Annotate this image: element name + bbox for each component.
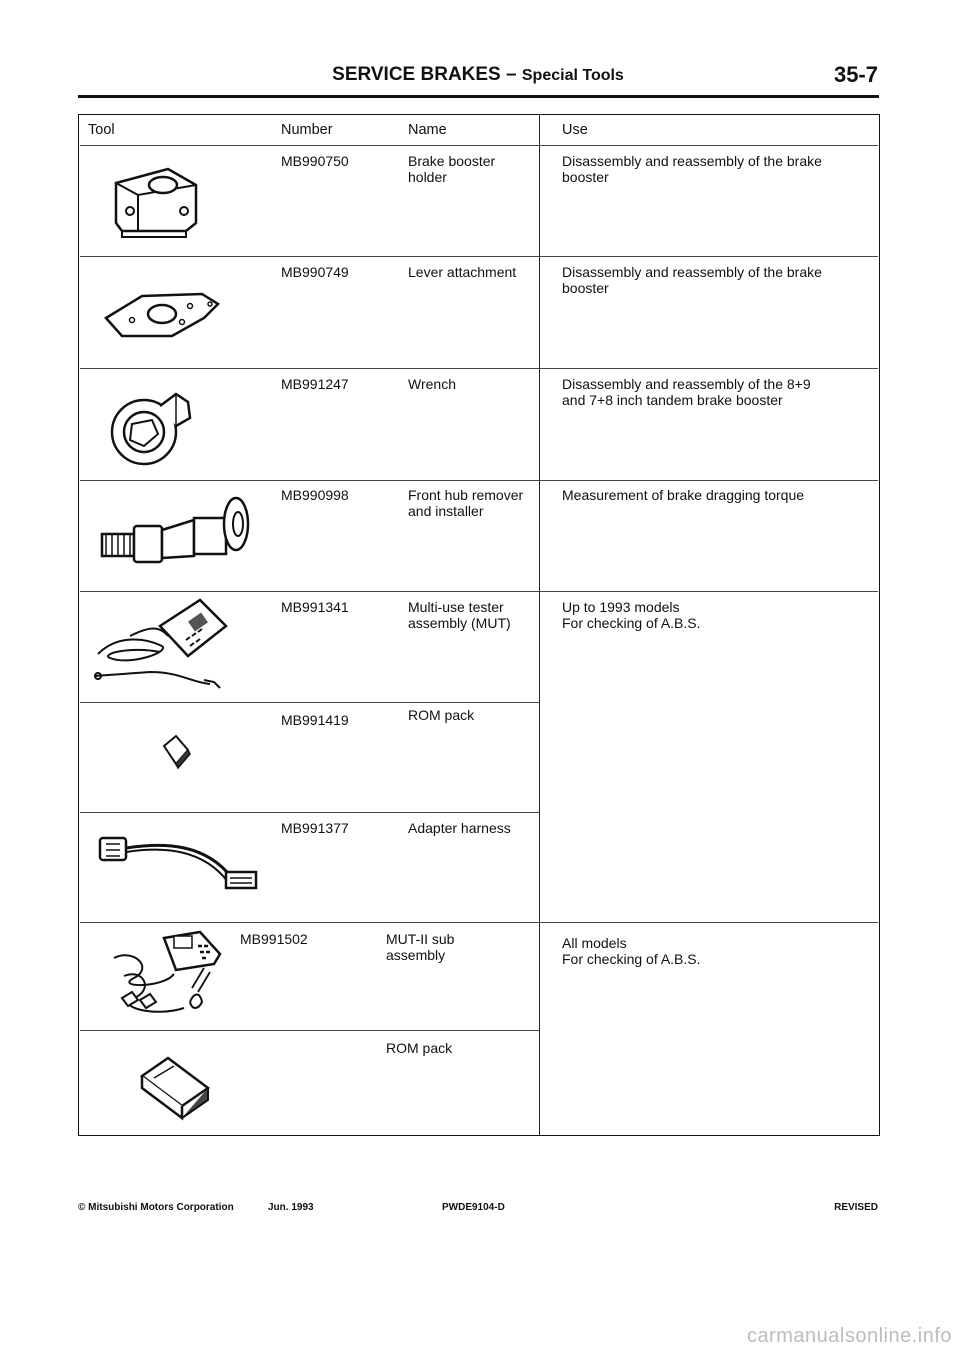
tool-name-line: Brake booster <box>408 153 496 169</box>
row-separator <box>80 702 539 703</box>
column-divider <box>539 114 540 1136</box>
tool-name <box>386 931 454 963</box>
rom-pack-ii-illustration <box>138 1054 212 1124</box>
title-sub: Special Tools <box>521 67 624 84</box>
header-number: Number <box>281 122 333 138</box>
tool-number: MB991419 <box>281 712 349 728</box>
tool-number: MB990749 <box>281 264 349 280</box>
row-separator <box>80 145 878 146</box>
tool-use-line: All models <box>562 935 627 951</box>
footer-status: REVISED <box>834 1202 878 1213</box>
row-separator <box>80 480 878 481</box>
tool-number: MB991247 <box>281 376 349 392</box>
row-separator <box>80 256 878 257</box>
tool-name <box>408 820 511 836</box>
tool-name-line: assembly <box>386 947 446 963</box>
footer-code: PWDE9104-D <box>442 1202 505 1213</box>
rom-pack-illustration <box>160 734 192 770</box>
adapter-harness-illustration <box>96 832 266 894</box>
row-separator <box>80 1030 539 1031</box>
footer-date: Jun. 1993 <box>268 1202 314 1213</box>
page-header <box>78 64 878 94</box>
tool-use-line: Up to 1993 models <box>562 599 680 615</box>
row-separator <box>80 922 878 923</box>
tool-name-line: holder <box>408 169 447 185</box>
footer-copyright: © Mitsubishi Motors Corporation <box>78 1202 234 1213</box>
tool-name <box>408 376 456 392</box>
tool-use <box>562 376 811 408</box>
tool-name <box>408 264 516 280</box>
row-separator <box>80 368 878 369</box>
group-use <box>562 935 701 967</box>
tool-name-line: Wrench <box>408 376 456 392</box>
header-name: Name <box>408 122 447 138</box>
tool-name-line: MUT-II sub <box>386 931 455 947</box>
wrench-illustration <box>104 384 204 474</box>
header-rule <box>78 95 879 98</box>
multi-use-tester-illustration <box>90 596 240 691</box>
tool-name-line: ROM pack <box>408 707 475 723</box>
row-separator <box>80 812 539 813</box>
tool-name <box>408 707 474 723</box>
header-use: Use <box>562 122 588 138</box>
tool-name <box>408 153 495 185</box>
tool-use-line: Disassembly and reassembly of the brake <box>562 264 822 280</box>
tool-name <box>386 1040 452 1056</box>
tool-use-line: and 7+8 inch tandem brake booster <box>562 392 783 408</box>
tool-use-line: booster <box>562 280 609 296</box>
tool-name <box>408 487 523 519</box>
tool-use <box>562 153 822 185</box>
tool-name-line: Lever attachment <box>408 264 517 280</box>
page-number: 35-7 <box>833 62 878 87</box>
tool-use-line: For checking of A.B.S. <box>562 615 701 631</box>
tool-number: MB990750 <box>281 153 349 169</box>
tool-use <box>562 487 804 503</box>
tool-name-line: Adapter harness <box>408 820 511 836</box>
tool-use-line: Measurement of brake dragging torque <box>562 487 805 503</box>
title-main: SERVICE BRAKES <box>332 64 501 85</box>
tool-use-line: For checking of A.B.S. <box>562 951 701 967</box>
mut-ii-sub-assembly-illustration <box>104 928 234 1028</box>
lever-attachment-illustration <box>102 284 222 344</box>
tool-use-line: booster <box>562 169 609 185</box>
tool-number: MB991377 <box>281 820 349 836</box>
brake-booster-holder-illustration <box>108 165 208 240</box>
tool-number: MB991341 <box>281 599 349 615</box>
tool-name-line: ROM pack <box>386 1040 453 1056</box>
tool-name-line: Multi-use tester <box>408 599 504 615</box>
tool-use-line: Disassembly and reassembly of the brake <box>562 153 822 169</box>
tool-use-line: Disassembly and reassembly of the 8+9 <box>562 376 811 392</box>
tool-number: MB991502 <box>240 931 308 947</box>
tool-name-line: and installer <box>408 503 484 519</box>
watermark: carmanualsonline.info <box>746 1325 952 1347</box>
front-hub-remover-illustration <box>98 494 263 574</box>
row-separator <box>80 591 878 592</box>
tool-name-line: assembly (MUT) <box>408 615 511 631</box>
header-tool: Tool <box>88 122 115 138</box>
page-title <box>78 64 878 86</box>
tool-number: MB990998 <box>281 487 349 503</box>
title-dash: – <box>500 64 522 85</box>
tool-name-line: Front hub remover <box>408 487 524 503</box>
group-use <box>562 599 701 631</box>
tool-use <box>562 264 822 296</box>
tool-name <box>408 599 511 631</box>
